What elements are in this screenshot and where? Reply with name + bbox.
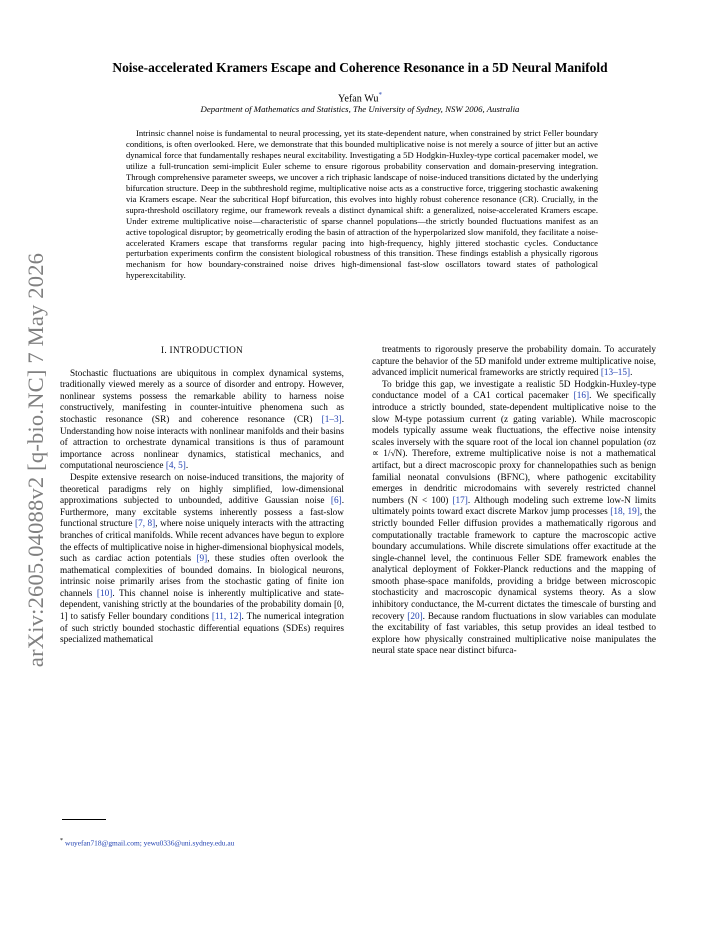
left-column: [60, 344, 344, 647]
body-text: .: [185, 461, 189, 472]
arxiv-identifier-strip: [12, 240, 60, 680]
body-text: . This channel noise is inherently multiplicative and state-dependent, vanishing strictly at the boundaries of the probability domain [0, 1] to satisfy Feller boundary conditions: [60, 588, 344, 623]
body-text: . Because random fluctuations in slow variables can modulate the excitability of fast variables, this setup provides an ideal testbed to explore how physically constrained multiplicative noise manipulates the neural state space near distinct bifurca-: [372, 611, 656, 657]
body-text: Despite extensive research on noise-induced transitions, the majority of theoretical paradigms rely on highly simplified, low-dimensional approximations subjected to unbounded, additive Gaussian noise: [60, 472, 344, 507]
right-column: [372, 345, 656, 893]
abstract: Intrinsic channel noise is fundamental to neural processing, yet its state-dependent nature, when constrained by strict Feller boundary conditions, is often overlooked. Here, we demonstrate that this bounded multiplicative noise is not merely a source of jitter but an active dynamical force that fundamentally reshapes neural excitability. Investigating a 5D Hodgkin-Huxley-type cortical pacemaker model, we utilize a full-truncation semi-implicit Euler scheme to ensure rigorous probability conservation and domain-preserving integration. Through comprehensive parameter sweeps, we uncover a rich triphasic landscape of noise-induced transitions dictated by the underlying bifurcation structure. Deep in the subthreshold regime, multiplicative noise acts as a constructive force, triggering stochastic awakening via Kramers escape. Near the subcritical Hopf bifurcation, this evolves into highly robust coherence resonance (CR). Crucially, in the supra-threshold oscillatory regime, our framework reveals a distinct dynamical shift: a generalized, noise-accelerated Kramers escape. Under extreme multiplicative noise—characteristic of sparse channel populations—the strictly bounded fluctuations manifest as an active topological disruptor; by geometrically eroding the basin of attraction of the hyperpolarized slow manifold, they facilitate a noise-accelerated Kramers escape that transforms regular pacing into high-frequency, highly jittered stochastic cycles. Conductance perturbation experiments confirm the consistent biological robustness of this transition. These findings establish a physically rigorous mechanism for how boundary-constrained noise drives high-dimensional fast-slow oscillators toward states of pathological hyperexcitability.: [126, 128, 598, 281]
arxiv-identifier: arXiv:2605.04088v2 [q-bio.NC] 7 May 2026: [23, 252, 48, 668]
author-name: Yefan Wu: [337, 93, 379, 105]
body-text: Stochastic fluctuations are ubiquitous in complex dynamical systems, traditionally viewed merely as a source of disorder and entropy. However, nonlinear systems possess the remarkable ability to harness noise constructively, manifesting in counter-intuitive phenomena such as stochastic resonance (SR) and coherence resonance (CR): [60, 368, 344, 425]
right-column-paragraph: [372, 380, 656, 658]
citation-link[interactable]: [11, 12]: [211, 612, 242, 623]
body-text: . We specifically introduce a strictly bounded, state-dependent multiplicative noise to the slow M-type potassium current (z gating variable). While macroscopic models typically assume weak fluctuations, the effective noise intensity scales inversely with the square root of the local ion channel population (σz ∝ 1/√N). Therefore, extreme multiplicative noise is not a mathematical artifact, but a direct macroscopic proxy for channelopathies such as benign familial neonatal convulsions (BFNC), where pathogenic excitability emerges in dendritic microdomains with severely restricted channel numbers (N < 100): [372, 391, 656, 506]
body-text: , where noise uniquely interacts with the attracting branches of critical manifolds. While recent advances have begun to explore the effects of multiplicative noise in higher-dimensional biophysical models, such as cardiac action potentials: [60, 519, 344, 565]
citation-link[interactable]: [10]: [96, 588, 113, 599]
citation-link[interactable]: [17]: [452, 495, 468, 506]
body-text: . The numerical integration of such strictly bounded stochastic differential equations (SDEs) requires specialized mathematical: [60, 612, 344, 646]
citation-link[interactable]: [6]: [330, 496, 342, 507]
section-heading: I. INTRODUCTION: [160, 346, 244, 356]
citation-link[interactable]: [18, 19]: [610, 507, 640, 518]
body-text: , the strictly bounded Feller diffusion provides a mathematically rigorous and computationally tractable framework to capture the macroscopic active boundary accumulations. While discrete simulations offer exactitude at the single-channel level, the continuous Feller SDE framework enables the analytical deployment of Fokker-Planck reductions and the mapping of smooth phase-space manifolds, providing a bridge between microscopic stochasticity and macroscopic dynamical systems theory. As a slow inhibitory conductance, the M-current dictates the timescale of bursting and recovery: [372, 507, 656, 622]
citation-link[interactable]: [20]: [407, 611, 423, 622]
paper-title: Noise-accelerated Kramers Escape and Coherence Resonance in a 5D Neural Manifold: [112, 60, 608, 75]
author-footnote-marker[interactable]: *: [378, 91, 383, 99]
citation-link[interactable]: [7, 8]: [134, 519, 156, 530]
body-text: To bridge this gap, we investigate a realistic 5D Hodgkin-Huxley-type conductance model of a CA1 cortical pacemaker: [372, 379, 656, 402]
body-text: . Although modeling such extreme low-N limits ultimately points toward exact discrete Markov jump processes: [372, 495, 656, 518]
citation-link[interactable]: [13–15]: [600, 368, 631, 379]
body-text: treatments to rigorously preserve the probability domain. To accurately capture the behavior of the 5D manifold under extreme multiplicative noise, advanced implicit numerical frameworks are strictly required: [372, 345, 656, 379]
left-column-paragraph: [60, 369, 344, 473]
right-column-paragraph: [372, 345, 656, 380]
left-column-paragraph: [60, 473, 344, 647]
citation-link[interactable]: [9]: [196, 554, 208, 565]
author-line: [40, 91, 680, 104]
body-text: , these studies often overlook the mathematical complexities of bounded domains. In biological neurons, intrinsic noise primarily arises from the stochastic gating of finite ion channels: [60, 554, 344, 599]
footnote-rule: [62, 819, 106, 820]
citation-link[interactable]: [16]: [573, 391, 590, 402]
body-text: . Understanding how noise interacts with nonlinear manifolds and their basins of attraction to orchestrate dynamical transitions is thus of paramount importance across nonlinear dynamics, statistical mechanics, and computational neuroscience: [60, 414, 344, 472]
footnote-email-link[interactable]: wuyefan718@gmail.com; yewu0336@uni.sydney.edu.au: [65, 838, 235, 848]
body-text: . Furthermore, many excitable systems inherently possess a fast-slow functional structure: [60, 496, 344, 530]
footnote: [60, 838, 350, 847]
body-text: .: [630, 368, 633, 379]
affiliation: Department of Mathematics and Statistics, The University of Sydney, NSW 2006, Australia: [200, 104, 520, 114]
citation-link[interactable]: [1–3]: [321, 414, 342, 425]
citation-link[interactable]: [4, 5]: [165, 461, 186, 472]
footnote-marker: *: [60, 838, 63, 844]
